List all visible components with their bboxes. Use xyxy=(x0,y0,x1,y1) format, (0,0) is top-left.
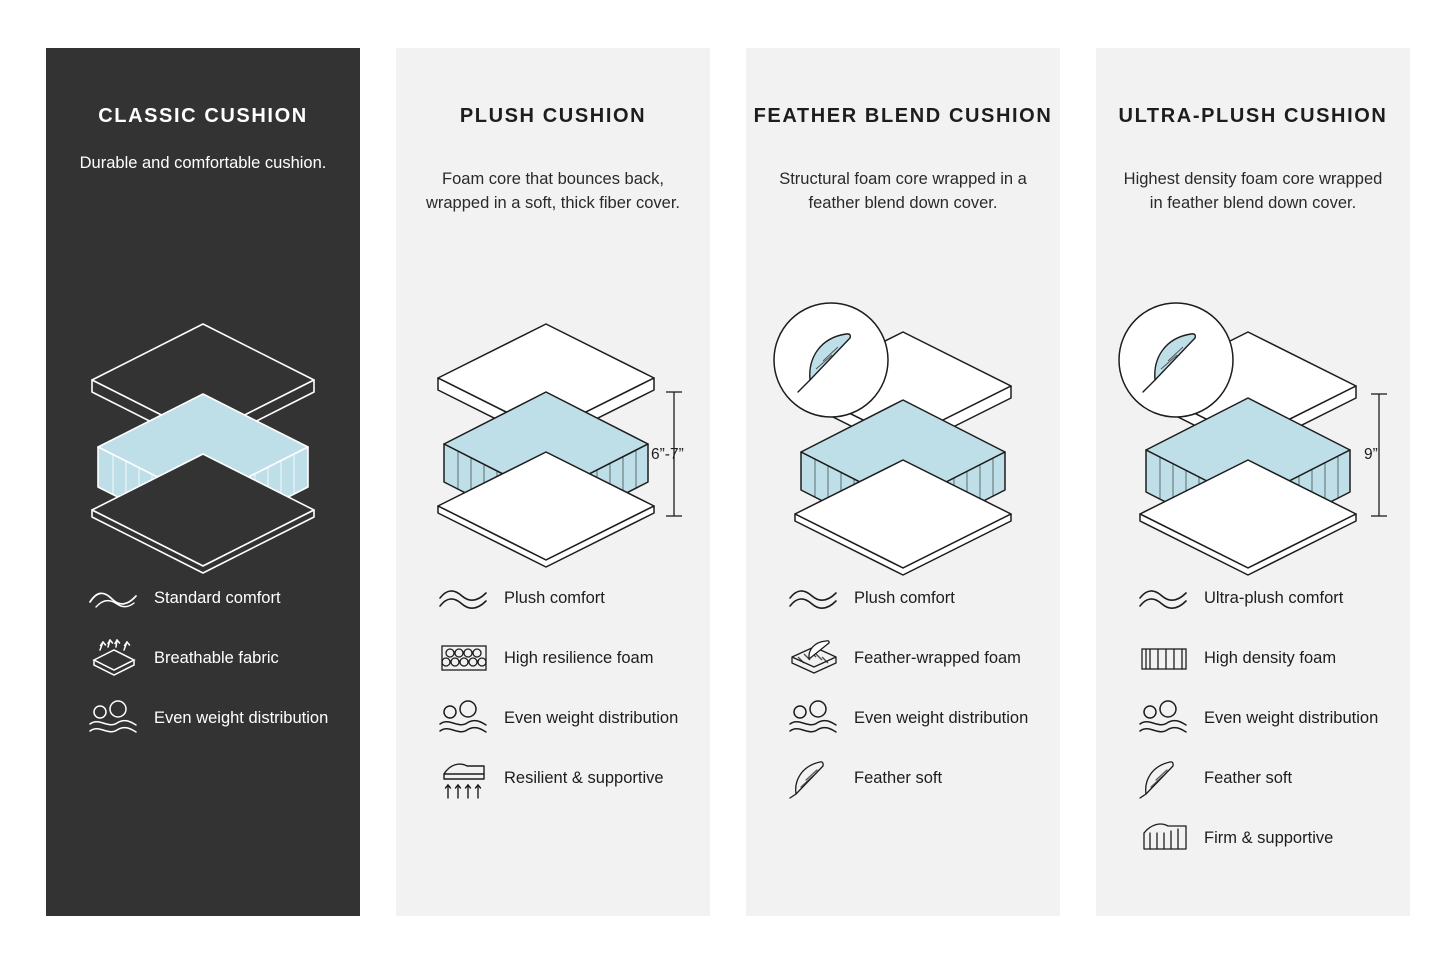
feature-label: Feather soft xyxy=(854,768,943,787)
dimension-label: 9” xyxy=(1364,446,1378,463)
feature-item xyxy=(86,628,338,688)
firm-supportive-icon xyxy=(1136,817,1198,859)
cushion-card-plush[interactable] xyxy=(396,48,710,916)
exploded-cushion-diagram-ultra-plush xyxy=(1096,276,1410,566)
feature-label: Resilient & supportive xyxy=(504,768,664,787)
honeycomb-foam-icon xyxy=(436,638,498,678)
feature-list xyxy=(786,568,1038,808)
feature-item xyxy=(1136,748,1388,808)
feather-icon xyxy=(1136,756,1198,800)
high-density-foam-icon xyxy=(1136,640,1198,676)
wave-icon xyxy=(436,585,498,611)
feature-label: Even weight distribution xyxy=(1204,708,1379,727)
feature-item xyxy=(1136,808,1388,868)
weight-distribution-icon xyxy=(786,698,848,738)
card-subtitle: Structural foam core wrapped in a feather blend down cover. xyxy=(779,170,1027,212)
feature-item xyxy=(436,688,688,748)
feature-label: Feather soft xyxy=(1204,768,1293,787)
feature-label: Even weight distribution xyxy=(154,708,329,727)
card-subtitle: Highest density foam core wrapped in feather blend down cover. xyxy=(1123,170,1383,212)
feature-item xyxy=(86,568,338,628)
breathable-fabric-icon xyxy=(86,638,148,678)
cushion-cards-row xyxy=(46,48,1410,916)
feature-item xyxy=(1136,688,1388,748)
feature-item xyxy=(786,628,1038,688)
card-title: FEATHER BLEND CUSHION xyxy=(753,105,1053,127)
feature-item xyxy=(86,688,338,748)
feather-badge xyxy=(774,303,888,417)
weight-distribution-icon xyxy=(436,698,498,738)
card-title: PLUSH CUSHION xyxy=(459,105,647,127)
wave-icon xyxy=(1136,585,1198,611)
feature-list xyxy=(436,568,688,808)
feature-item xyxy=(1136,628,1388,688)
feature-label: Even weight distribution xyxy=(854,708,1029,727)
feature-list xyxy=(1136,568,1388,868)
dimension-label: 6”-7” xyxy=(651,446,684,463)
feature-label: Feather-wrapped foam xyxy=(854,648,1021,667)
card-subtitle: Durable and comfortable cushion. xyxy=(79,154,327,172)
feature-label: Breathable fabric xyxy=(154,648,279,667)
feature-label: Standard comfort xyxy=(154,588,281,607)
exploded-cushion-diagram-plush xyxy=(396,276,710,566)
exploded-cushion-diagram-feather-blend xyxy=(746,276,1060,566)
card-subtitle: Foam core that bounces back, wrapped in a soft, thick fiber cover. xyxy=(425,170,681,212)
wave-icon xyxy=(86,585,148,611)
feature-label: High resilience foam xyxy=(504,648,654,667)
wave-icon xyxy=(786,585,848,611)
card-title: ULTRA-PLUSH CUSHION xyxy=(1118,105,1388,127)
weight-distribution-icon xyxy=(1136,698,1198,738)
feature-label: Plush comfort xyxy=(504,588,605,607)
feature-item xyxy=(436,568,688,628)
feature-label: Ultra-plush comfort xyxy=(1204,588,1344,607)
card-title: CLASSIC CUSHION xyxy=(98,105,308,127)
feature-label: High density foam xyxy=(1204,648,1337,667)
cushion-card-feather-blend[interactable] xyxy=(746,48,1060,916)
feather-badge xyxy=(1119,303,1233,417)
feature-label: Plush comfort xyxy=(854,588,955,607)
feature-item xyxy=(786,688,1038,748)
cushion-card-classic[interactable] xyxy=(46,48,360,916)
feature-item xyxy=(786,568,1038,628)
exploded-cushion-diagram-classic xyxy=(46,276,360,566)
supportive-seat-icon xyxy=(436,756,498,800)
cushion-card-ultra-plush[interactable] xyxy=(1096,48,1410,916)
feature-item xyxy=(1136,568,1388,628)
feature-item xyxy=(786,748,1038,808)
feature-item xyxy=(436,628,688,688)
feature-item xyxy=(436,748,688,808)
feature-label: Even weight distribution xyxy=(504,708,679,727)
feather-wrapped-foam-icon xyxy=(786,637,848,679)
feather-icon xyxy=(786,756,848,800)
weight-distribution-icon xyxy=(86,698,148,738)
feature-list xyxy=(86,568,338,748)
feature-label: Firm & supportive xyxy=(1204,828,1334,847)
